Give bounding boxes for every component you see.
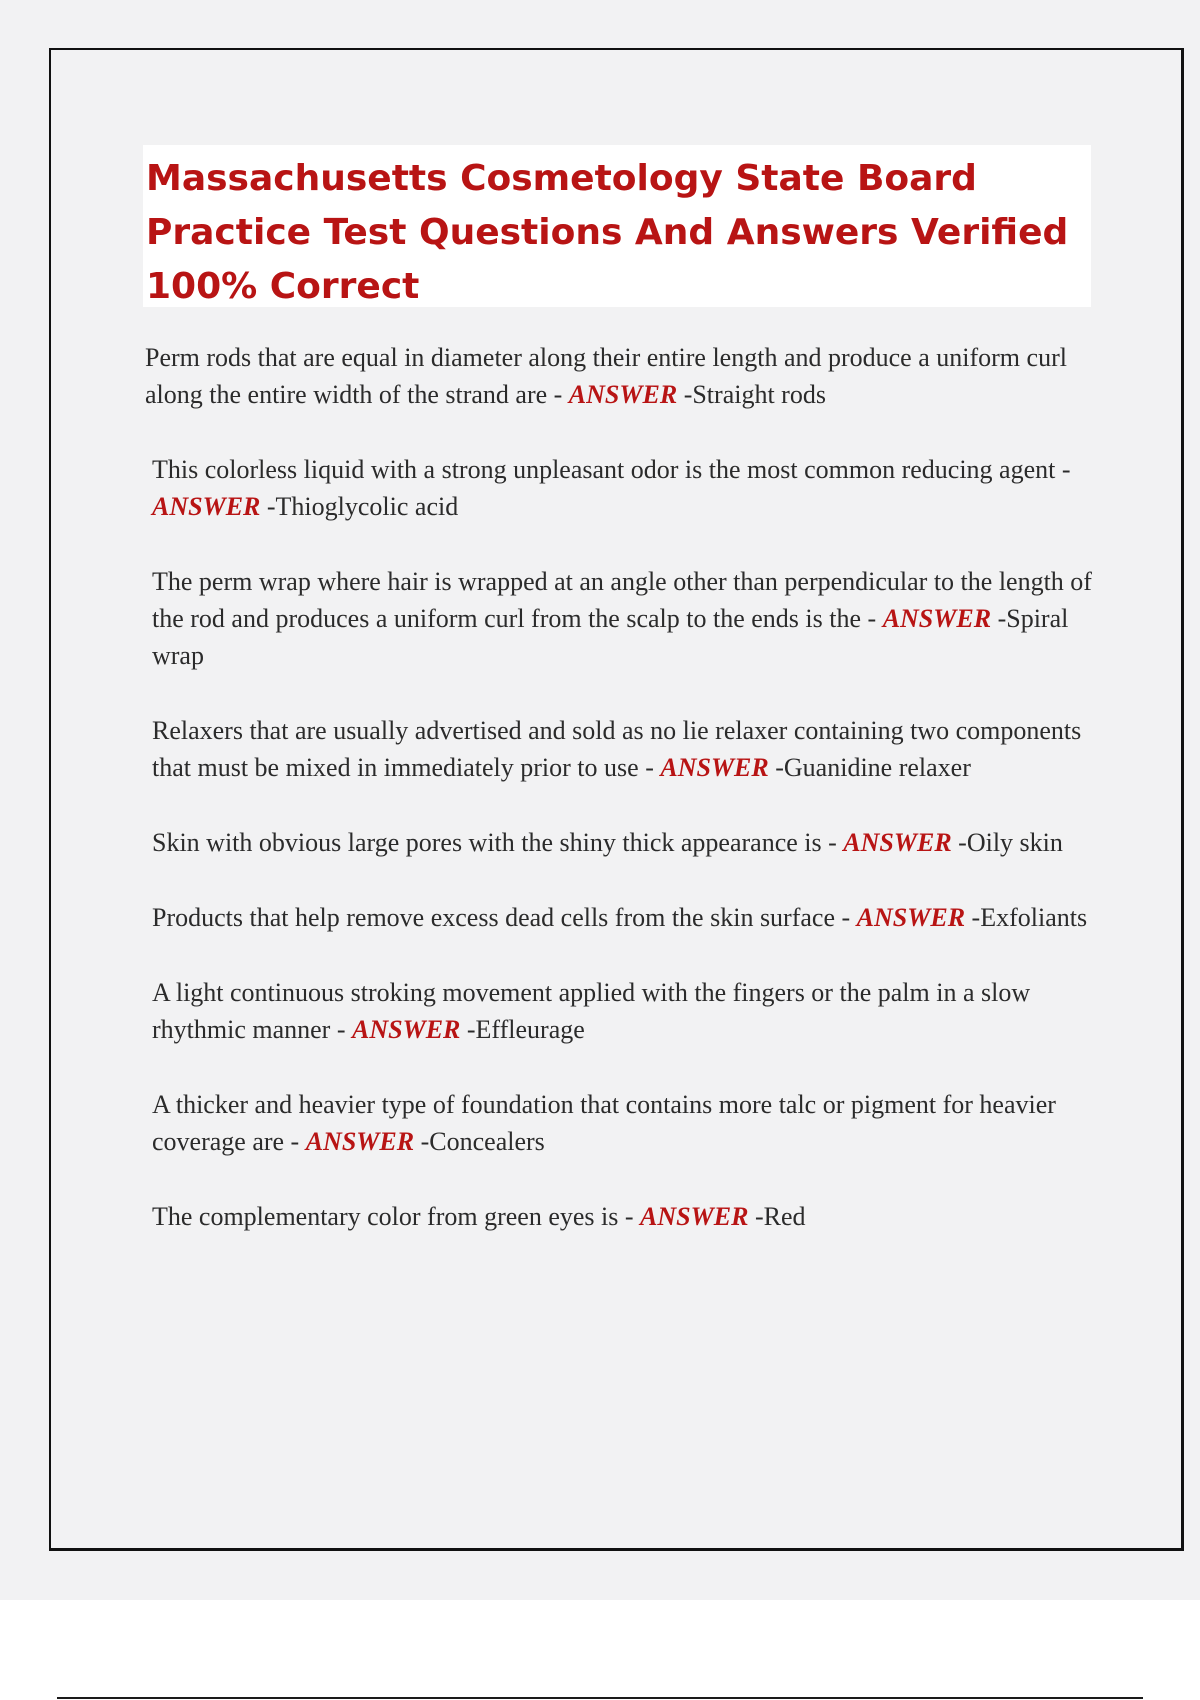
question-text: Products that help remove excess dead cells from the skin surface -: [152, 903, 851, 932]
question-text: This colorless liquid with a strong unpleasant odor is the most common reducing agent -: [152, 455, 1071, 484]
question-text: Perm rods that are equal in diameter along their entire length and produce a uniform curl along the entire width of the strand are -: [145, 343, 1067, 409]
answer-text: -Oily skin: [958, 828, 1063, 857]
answer-text: -Thioglycolic acid: [266, 492, 459, 521]
question-text: The complementary color from green eyes is -: [152, 1202, 634, 1231]
page-footer-area: [0, 1600, 1200, 1700]
question-text: A thicker and heavier type of foundation that contains more talc or pigment for heavier coverage are -: [152, 1090, 1056, 1156]
question-text: A light continuous stroking movement applied with the fingers or the palm in a slow rhythmic manner -: [152, 978, 1031, 1044]
title-box: [143, 145, 1091, 307]
answer-label: ANSWER: [352, 1015, 461, 1044]
answer-text: -Spiral wrap: [152, 604, 1069, 670]
qa-item: [145, 974, 1105, 1048]
answer-label: ANSWER: [882, 604, 992, 633]
qa-item: [145, 451, 1105, 525]
footer-divider: [57, 1697, 1143, 1699]
answer-label: ANSWER: [305, 1127, 415, 1156]
qa-item: [145, 824, 1105, 861]
qa-item: [145, 563, 1105, 674]
answer-text: -Red: [754, 1202, 806, 1231]
answer-text: -Concealers: [420, 1127, 545, 1156]
answer-label: ANSWER: [843, 828, 952, 857]
question-text: The perm wrap where hair is wrapped at an angle other than perpendicular to the length of the rod and produces a uniform curl from the scalp to the ends is the -: [152, 567, 1092, 633]
qa-item: [145, 899, 1105, 936]
qa-list: [145, 339, 1105, 1273]
qa-item: [145, 1198, 1105, 1235]
question-text: Relaxers that are usually advertised and sold as no lie relaxer containing two components that must be mixed in immediately prior to use -: [152, 716, 1082, 782]
answer-label: ANSWER: [660, 753, 769, 782]
answer-text: -Straight rods: [683, 380, 826, 409]
qa-item: [145, 1086, 1105, 1160]
answer-text: -Exfoliants: [971, 903, 1088, 932]
page-title: Massachusetts Cosmetology State Board Practice Test Questions And Answers Verified 100% Correct: [146, 158, 1069, 307]
answer-text: -Effleurage: [466, 1015, 585, 1044]
answer-label: ANSWER: [856, 903, 966, 932]
answer-label: ANSWER: [152, 492, 261, 521]
answer-text: -Guanidine relaxer: [775, 753, 971, 782]
qa-item: [145, 712, 1105, 786]
question-text: Skin with obvious large pores with the shiny thick appearance is -: [152, 828, 837, 857]
qa-item: [145, 339, 1105, 413]
answer-label: ANSWER: [568, 380, 678, 409]
answer-label: ANSWER: [640, 1202, 749, 1231]
